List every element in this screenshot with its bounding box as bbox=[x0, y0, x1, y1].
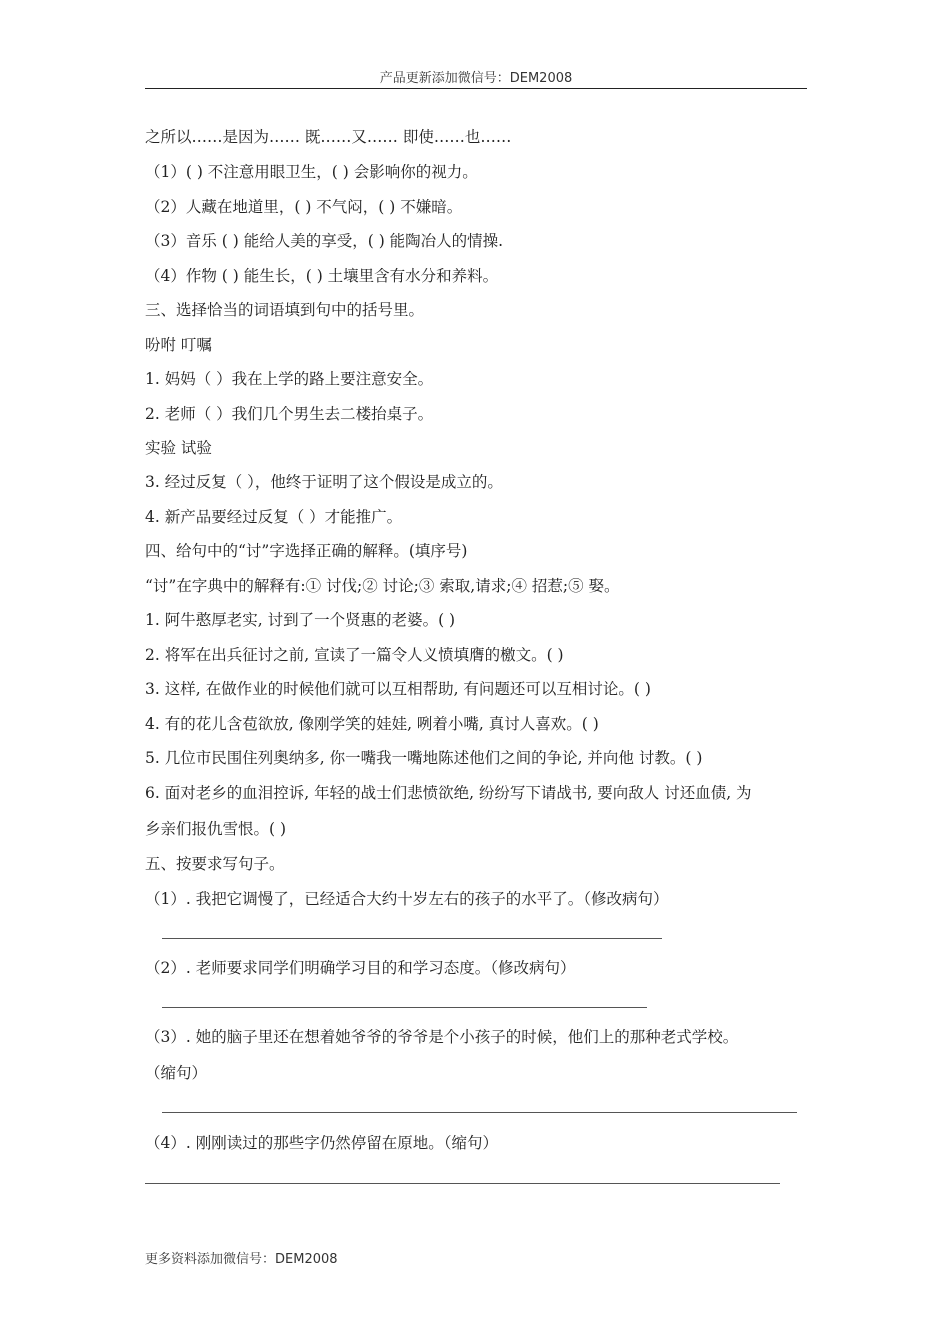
exercise-line-continued: 乡亲们报仇雪恨。( ) bbox=[145, 820, 287, 838]
exercise-line: （2）人藏在地道里，( ) 不气闷，( ) 不嫌暗。 bbox=[145, 198, 463, 216]
word-options: 吩咐 叮嘱 bbox=[145, 336, 212, 354]
exercise-line: 3. 这样, 在做作业的时候他们就可以互相帮助, 有问题还可以互相讨论。( ) bbox=[145, 680, 651, 698]
exercise-line: 4. 新产品要经过反复（ ）才能推广。 bbox=[145, 508, 403, 526]
exercise-line: 2. 老师（ ）我们几个男生去二楼抬桌子。 bbox=[145, 405, 434, 423]
exercise-line: （3）. 她的脑子里还在想着她爷爷的爷爷是个小孩子的时候，他们上的那种老式学校。 bbox=[145, 1028, 739, 1046]
exercise-line: （4）. 刚刚读过的那些字仍然停留在原地。（缩句） bbox=[145, 1134, 498, 1152]
page-footer: 更多资料添加微信号：DEM2008 bbox=[145, 1252, 338, 1267]
definition-list: “讨”在字典中的解释有:① 讨伐;② 讨论;③ 索取,请求;④ 招惹;⑤ 娶。 bbox=[145, 577, 620, 595]
answer-line bbox=[162, 1112, 797, 1113]
exercise-line: （1）. 我把它调慢了，已经适合大约十岁左右的孩子的水平了。（修改病句） bbox=[145, 890, 669, 908]
answer-line bbox=[162, 938, 662, 939]
exercise-line: （2）. 老师要求同学们明确学习目的和学习态度。（修改病句） bbox=[145, 959, 576, 977]
connective-options: 之所以……是因为…… 既……又…… 即使……也…… bbox=[145, 128, 512, 146]
header-divider bbox=[145, 88, 807, 89]
exercise-line: 4. 有的花儿含苞欲放, 像刚学笑的娃娃, 咧着小嘴, 真讨人喜欢。( ) bbox=[145, 715, 599, 733]
word-options: 实验 试验 bbox=[145, 439, 212, 457]
page-header: 产品更新添加微信号：DEM2008 bbox=[379, 71, 573, 86]
exercise-line: 1. 妈妈（ ）我在上学的路上要注意安全。 bbox=[145, 370, 434, 388]
section-heading: 五、按要求写句子。 bbox=[145, 855, 285, 873]
exercise-line: 3. 经过反复（ ），他终于证明了这个假设是成立的。 bbox=[145, 473, 503, 491]
exercise-line: （1）( ) 不注意用眼卫生，( ) 会影响你的视力。 bbox=[145, 163, 478, 181]
answer-line bbox=[162, 1007, 647, 1008]
answer-line bbox=[145, 1183, 780, 1184]
exercise-line: 1. 阿牛憨厚老实, 讨到了一个贤惠的老婆。( ) bbox=[145, 611, 456, 629]
exercise-line: 2. 将军在出兵征讨之前, 宣读了一篇令人义愤填膺的檄文。( ) bbox=[145, 646, 564, 664]
exercise-line-continued: （缩句） bbox=[145, 1064, 208, 1082]
section-heading: 三、选择恰当的词语填到句中的括号里。 bbox=[145, 301, 425, 319]
exercise-line: 6. 面对老乡的血泪控诉, 年轻的战士们悲愤欲绝, 纷纷写下请战书, 要向敌人 讨还血债, 为 bbox=[145, 784, 752, 802]
exercise-line: （4）作物 ( ) 能生长，( ) 土壤里含有水分和养料。 bbox=[145, 267, 499, 285]
section-heading: 四、给句中的“讨”字选择正确的解释。(填序号) bbox=[145, 542, 468, 560]
exercise-line: 5. 几位市民围住列奥纳多, 你一嘴我一嘴地陈述他们之间的争论, 并向他 讨教。( ) bbox=[145, 749, 703, 767]
exercise-line: （3）音乐 ( ) 能给人美的享受，( ) 能陶冶人的情操. bbox=[145, 232, 504, 250]
